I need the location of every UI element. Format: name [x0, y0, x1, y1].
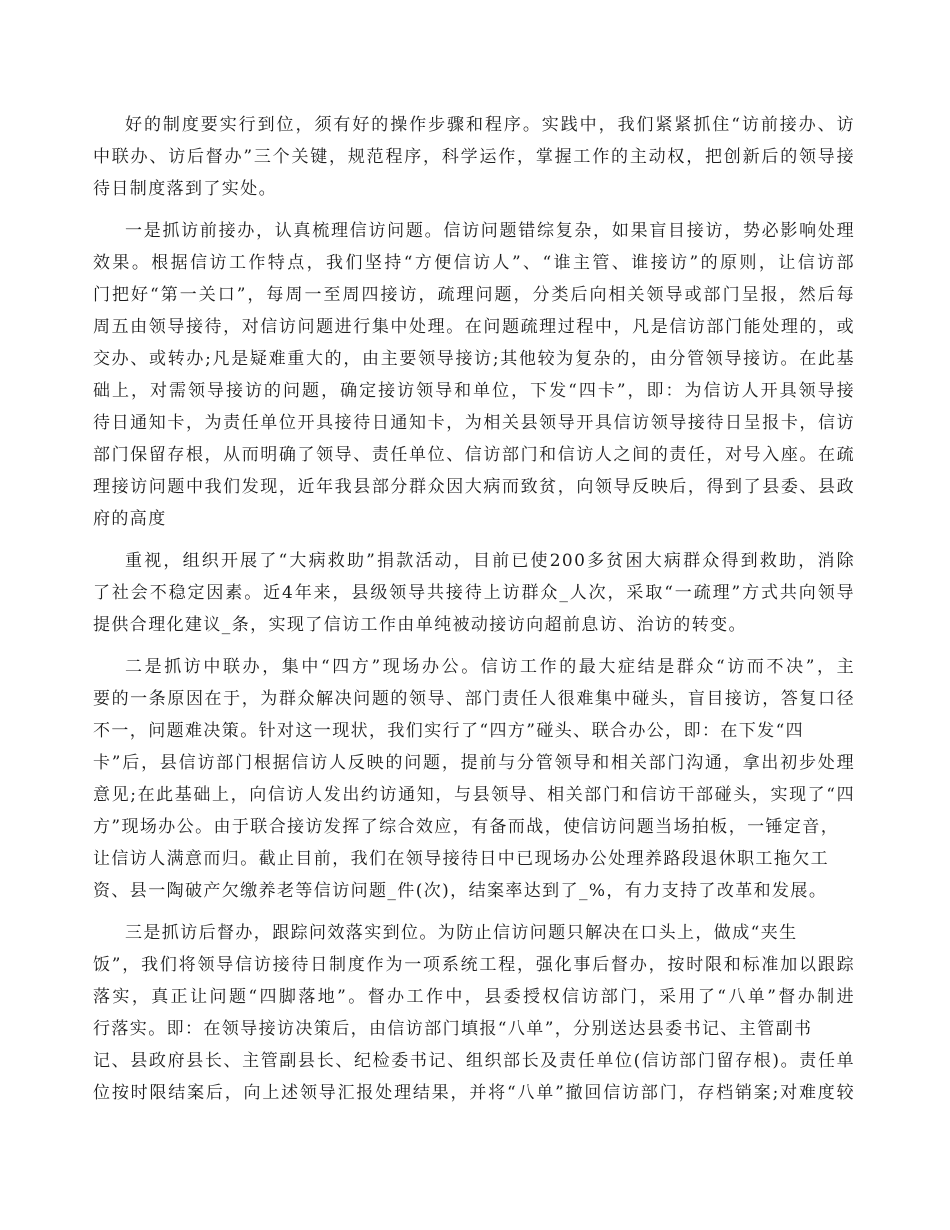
text-line: 部门保留存根，从而明确了领导、责任单位、信访部门和信访人之间的责任，对号入座。在疏: [93, 445, 855, 465]
paragraph: [93, 651, 855, 907]
text-line: 效果。根据信访工作特点，我们坚持“方便信访人”、“谁主管、谁接访”的原则，让信访部: [93, 253, 855, 273]
text-line: 资、县一陶破产欠缴养老等信访问题_件(次)，结案率达到了_%，有力支持了改革和发展。: [93, 881, 828, 901]
text-line: 二是抓访中联办，集中“四方”现场办公。信访工作的最大症结是群众“访而不决”，主: [125, 657, 855, 677]
text-line: 门把好“第一关口”，每周一至周四接访，疏理问题，分类后向相关领导或部门呈报，然后每: [93, 285, 855, 305]
paragraph: [93, 917, 855, 1109]
text-line: 府的高度: [93, 509, 167, 529]
text-line: 要的一条原因在于，为群众解决问题的领导、部门责任人很难集中碰头，盲目接访，答复口径: [93, 689, 855, 709]
text-line: 卡”后，县信访部门根据信访人反映的问题，提前与分管领导和相关部门沟通，拿出初步处理: [93, 753, 855, 773]
text-line: 方”现场办公。由于联合接访发挥了综合效应，有备而战，使信访问题当场拍板，一锤定音，: [93, 817, 840, 837]
text-line: 待日通知卡，为责任单位开具接待日通知卡，为相关县领导开具信访领导接待日呈报卡，信访: [93, 413, 855, 433]
text-line: 待日制度落到了实处。: [93, 179, 277, 199]
text-line: 了社会不稳定因素。近4年来，县级领导共接待上访群众_人次，采取“一疏理”方式共向领导: [93, 583, 855, 603]
paragraph: [93, 109, 855, 205]
text-line: 行落实。即：在领导接访决策后，由信访部门填报“八单”，分别送达县委书记、主管副书: [93, 1019, 813, 1039]
text-line: 理接访问题中我们发现，近年我县部分群众因大病而致贫，向领导反映后，得到了县委、县政: [93, 477, 855, 497]
text-line: 落实，真正让问题“四脚落地”。督办工作中，县委授权信访部门，采用了“八单”督办制进: [93, 987, 855, 1007]
text-line: 一是抓访前接办，认真梳理信访问题。信访问题错综复杂，如果盲目接访，势必影响处理: [125, 221, 855, 241]
text-line: 三是抓访后督办，跟踪问效落实到位。为防止信访问题只解决在口头上，做成“夹生: [125, 923, 798, 943]
paragraph: [93, 545, 855, 641]
text-line: 位按时限结案后，向上述领导汇报处理结果，并将“八单”撤回信访部门，存档销案;对难度较: [93, 1083, 855, 1103]
text-line: 中联办、访后督办”三个关键，规范程序，科学运作，掌握工作的主动权，把创新后的领导接: [93, 147, 855, 167]
text-line: 好的制度要实行到位，须有好的操作步骤和程序。实践中，我们紧紧抓住“访前接办、访: [125, 115, 855, 135]
document-body: [93, 109, 855, 1119]
text-line: 意见;在此基础上，向信访人发出约访通知，与县领导、相关部门和信访干部碰头，实现了“四: [93, 785, 855, 805]
text-line: 础上，对需领导接访的问题，确定接访领导和单位，下发“四卡”，即：为信访人开具领导接: [93, 381, 855, 401]
text-line: 饭”，我们将领导信访接待日制度作为一项系统工程，强化事后督办，按时限和标准加以跟踪: [93, 955, 855, 975]
text-line: 提供合理化建议_条，实现了信访工作由单纯被动接访向超前息访、治访的转变。: [93, 615, 747, 635]
text-line: 让信访人满意而归。截止目前，我们在领导接待日中已现场办公处理养路段退休职工拖欠工: [93, 849, 829, 869]
text-line: 交办、或转办;凡是疑难重大的，由主要领导接访;其他较为复杂的，由分管领导接访。在此基: [93, 349, 855, 369]
text-line: 重视，组织开展了“大病救助”捐款活动，目前已使200多贫困大病群众得到救助，消除: [125, 551, 855, 571]
text-line: 记、县政府县长、主管副县长、纪检委书记、组织部长及责任单位(信访部门留存根)。责任单: [93, 1051, 855, 1071]
paragraph: [93, 215, 855, 535]
text-line: 不一，问题难决策。针对这一现状，我们实行了“四方”碰头、联合办公，即：在下发“四: [93, 721, 805, 741]
text-line: 周五由领导接待，对信访问题进行集中处理。在问题疏理过程中，凡是信访部门能处理的，或: [93, 317, 855, 337]
